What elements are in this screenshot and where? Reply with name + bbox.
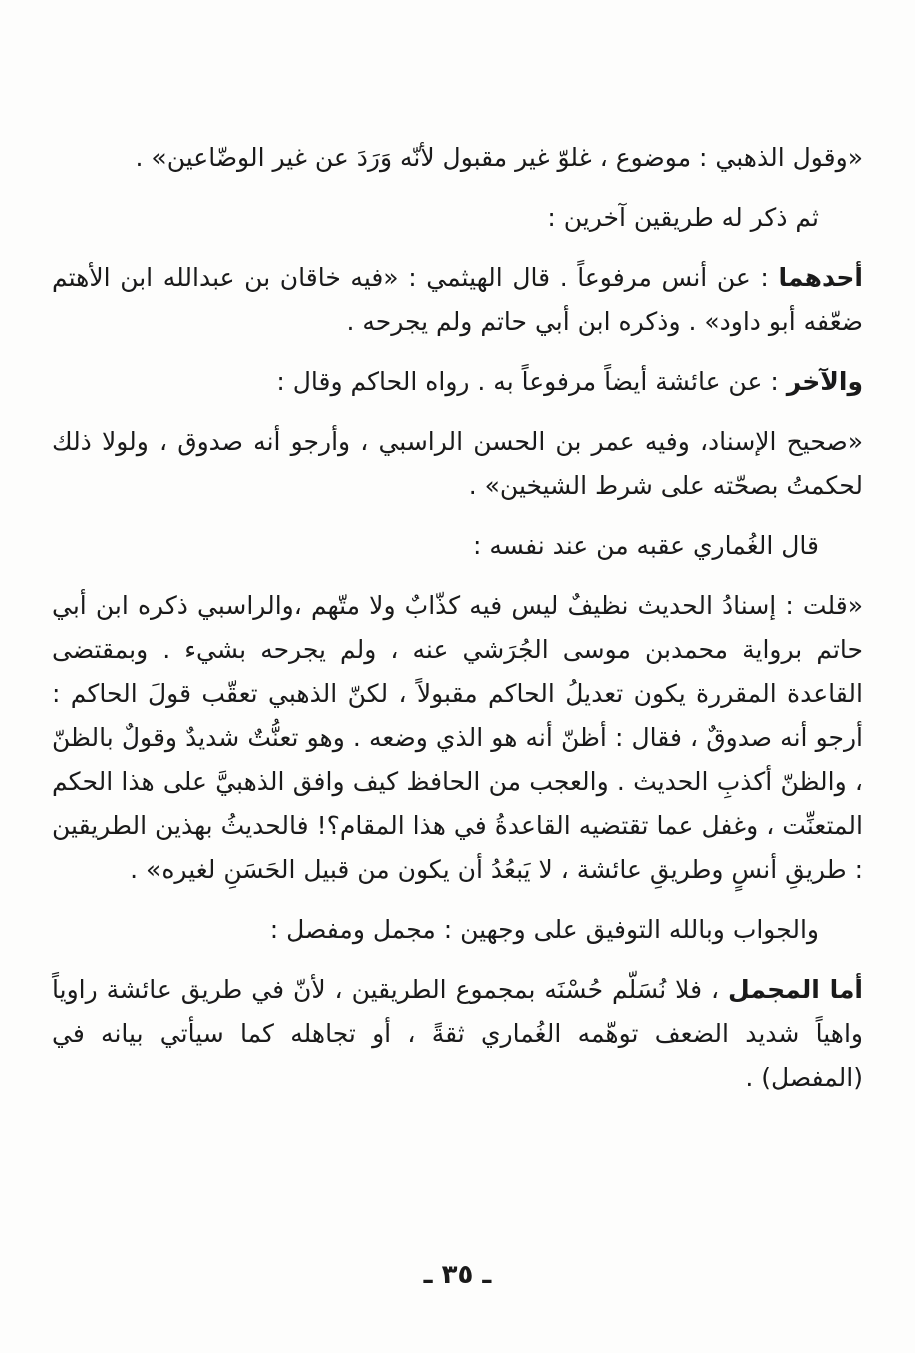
paragraph-first-route <box>52 256 863 344</box>
paragraph-two-more-routes <box>52 196 863 240</box>
paragraph-text: «صحيح الإسناد، وفيه عمر بن الحسن الراسبي ، وأرجو أنه صدوق ، ولولا ذلك لحكمتُ بصحّته على شرط الشيخين» . <box>52 427 863 500</box>
paragraph-text: «قلت : إسنادُ الحديث نظيفٌ ليس فيه كذّابٌ ولا متّهم ،والراسبي ذكره ابن أبي حاتم برواية محمدبن موسى الجُرَشي عنه ، ولم يجرحه بشيء . وبمقتضى القاعدة المقررة يكون تعديلُ الحاكم مقبولاً ، لكنّ الذهبي تعقّب قولَ الحاكم : أرجو أنه صدوقٌ ، فقال : أظنّ أنه هو الذي وضعه . وهو تعنُّتٌ شديدٌ وقولٌ بالظنّ ، والظنّ أكذبِ الحديث . والعجب من الحافظ كيف وافق الذهبيَّ على هذا الحكم المتعنِّت ، وغفل عما تقتضيه القاعدةُ في هذا المقام؟! فالحديثُ بهذين الطريقين : طريقِ أنسٍ وطريقِ عائشة ، لا يَبعُدُ أن يكون من قبيل الحَسَنِ لغيره» . <box>52 591 863 884</box>
paragraph-second-route <box>52 360 863 404</box>
paragraph-text: والجواب وبالله التوفيق على وجهين : مجمل ومفصل : <box>269 915 819 944</box>
paragraph-text: : عن أنس مرفوعاً . قال الهيثمي : «فيه خاقان بن عبدالله ابن الأهتم ضعّفه أبو داود» . وذكره ابن أبي حاتم ولم يجرحه . <box>52 263 863 336</box>
paragraph-text: «وقول الذهبي : موضوع ، غلوّ غير مقبول لأنّه وَرَدَ عن غير الوضّاعين» . <box>135 143 863 172</box>
page-number: ـ ٣٥ ـ <box>423 1260 492 1290</box>
paragraph-ghumari-quote <box>52 584 863 892</box>
paragraph-dhahabi-quote <box>52 136 863 180</box>
paragraph-lead-term: أما المجمل <box>728 975 864 1004</box>
paragraph-lead-term: والآخر <box>786 367 863 396</box>
paragraph-answer-intro <box>52 908 863 952</box>
paragraph-ghumari-intro <box>52 524 863 568</box>
paragraph-text: قال الغُماري عقبه من عند نفسه : <box>473 531 819 560</box>
paragraph-text: ثم ذكر له طريقين آخرين : <box>547 203 819 232</box>
page-body <box>52 136 863 1116</box>
paragraph-text: : عن عائشة أيضاً مرفوعاً به . رواه الحاكم وقال : <box>276 367 779 396</box>
paragraph-summary-answer <box>52 968 863 1100</box>
paragraph-text: ، فلا نُسَلّم حُسْنَه بمجموع الطريقين ، لأنّ في طريق عائشة راوياً واهياً شديد الضعف توهّمه الغُماري ثقةً ، أو تجاهله كما سيأتي بيانه في (المفصل) . <box>52 975 863 1092</box>
paragraph-hakim-quote <box>52 420 863 508</box>
paragraph-lead-term: أحدهما <box>778 263 863 292</box>
